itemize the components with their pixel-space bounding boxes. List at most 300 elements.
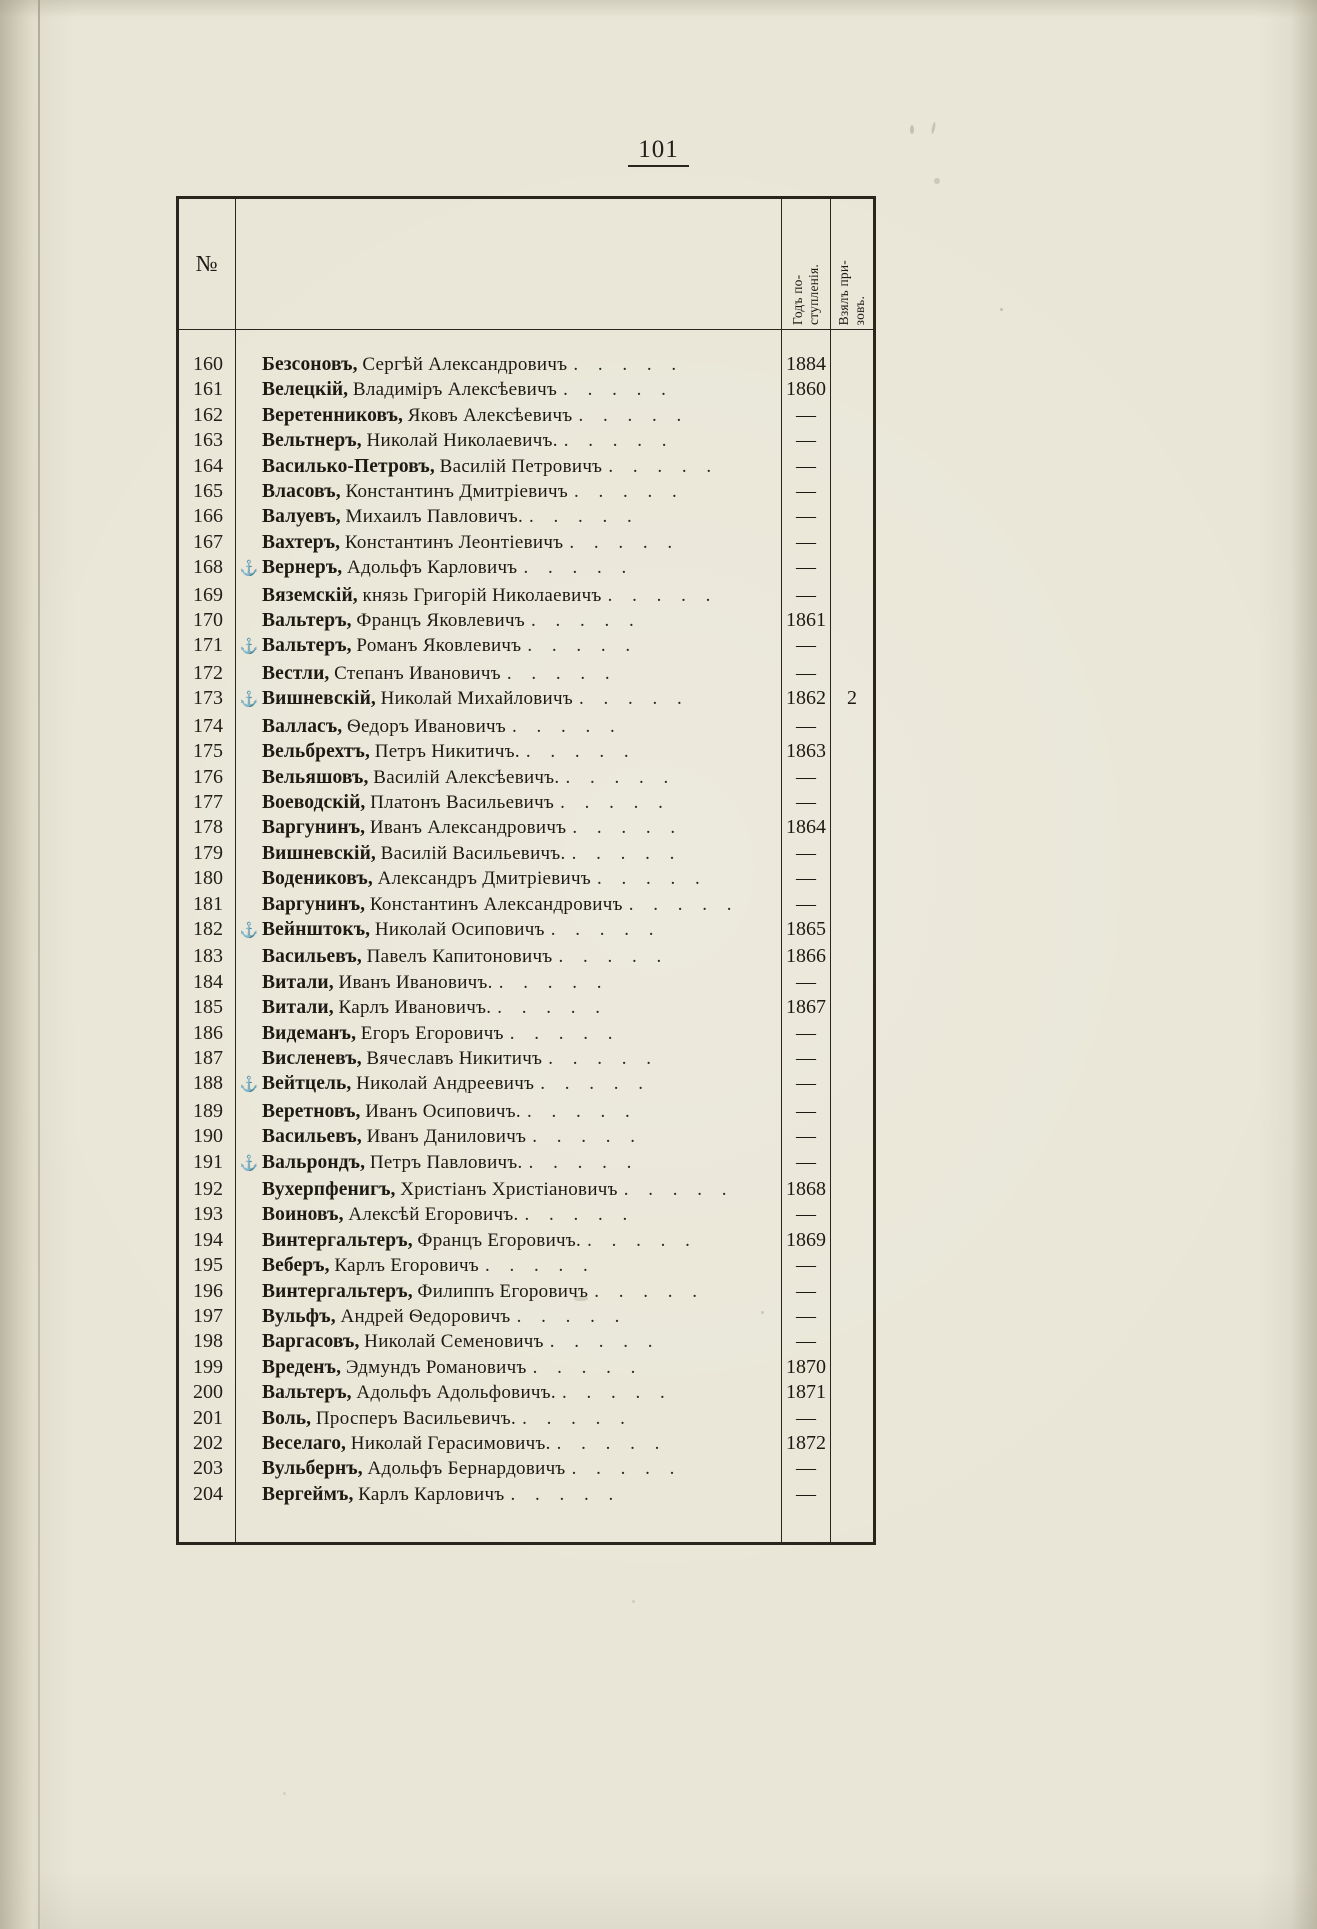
row-number: 204 <box>178 1482 236 1507</box>
callup-value <box>831 1406 875 1431</box>
entry-surname: Видеманъ, <box>262 1022 357 1044</box>
table-row <box>178 970 875 995</box>
entry-surname: Вейнштокъ, <box>262 918 371 940</box>
spacer-cell <box>236 1507 782 1543</box>
year-of-entry-value: — <box>782 1406 831 1431</box>
row-number: 171 <box>178 633 236 660</box>
page-number <box>0 136 1317 167</box>
entry-surname: Вальтеръ, <box>262 610 352 632</box>
table-row <box>178 377 875 402</box>
entry-given-name: Василій Петровичъ <box>439 455 603 477</box>
entry-given-name: Платонъ Васильевичъ <box>370 791 555 813</box>
entry-surname: Васильевъ, <box>262 946 362 968</box>
anchor-icon: ⚓ <box>239 639 259 656</box>
leader-dots: . . . . . <box>578 404 689 426</box>
year-of-entry-value: 1869 <box>782 1228 831 1253</box>
table-row <box>178 714 875 739</box>
table-row <box>178 1456 875 1481</box>
register-table-container <box>176 196 876 1545</box>
year-of-entry-value: — <box>782 403 831 428</box>
entry-surname: Вухерпфенигъ, <box>262 1179 396 1200</box>
table-row <box>178 1304 875 1329</box>
callup-value <box>831 917 875 944</box>
year-of-entry-value: — <box>782 583 831 608</box>
leader-dots: . . . . . <box>525 741 637 763</box>
entry-surname: Вестли, <box>262 662 330 684</box>
spacer-cell <box>831 1507 875 1543</box>
entry-given-name: Владиміръ Алексѣевичъ <box>352 379 558 401</box>
year-of-entry-value: — <box>782 1099 831 1124</box>
table-header-row <box>178 198 875 330</box>
table-row <box>178 1355 875 1380</box>
anchor-icon: ⚓ <box>239 1155 259 1172</box>
entry-given-name: Николай Михайловичъ <box>380 688 573 710</box>
callup-value <box>831 1253 875 1278</box>
entry-given-name: Константинъ Леонтіевичъ <box>344 531 564 553</box>
row-number: 191 <box>178 1150 236 1177</box>
year-of-entry-value: 1871 <box>782 1380 831 1405</box>
entry-given-name: Иванъ Даниловичъ <box>366 1126 527 1148</box>
entry-given-name: Константинъ Александровичъ <box>369 893 623 915</box>
entry-given-name: Карлъ Ивановичъ. <box>338 997 492 1019</box>
anchor-icon: ⚓ <box>239 922 259 939</box>
leader-dots: . . . . . <box>512 715 623 737</box>
entry-surname: Василько-Петровъ, <box>262 455 435 477</box>
leader-dots: . . . . . <box>532 1356 643 1378</box>
callup-value <box>831 714 875 739</box>
leader-dots: . . . . . <box>565 766 676 788</box>
callup-value <box>831 1456 875 1481</box>
leader-dots: . . . . . <box>560 791 671 813</box>
leader-dots: . . . . . <box>561 1382 673 1404</box>
entry-surname: Витали, <box>262 971 334 993</box>
table-row <box>178 661 875 686</box>
entry-given-name: Михаилъ Павловичъ. <box>345 506 524 528</box>
entry-name-cell <box>236 790 782 815</box>
entry-surname: Вейтцель, <box>262 1073 352 1095</box>
row-number: 188 <box>178 1071 236 1098</box>
entry-surname: Вальтеръ, <box>262 635 352 657</box>
leader-dots: . . . . . <box>607 584 718 606</box>
table-spacer-row <box>178 330 875 353</box>
entry-surname: Винтергальтеръ, <box>262 1229 413 1251</box>
row-number: 196 <box>178 1279 236 1304</box>
callup-value <box>831 1329 875 1354</box>
entry-name-cell <box>236 1482 782 1507</box>
entry-name-cell <box>236 970 782 995</box>
entry-surname: Вальрондъ, <box>262 1151 366 1173</box>
entry-name-cell <box>236 1228 782 1253</box>
entry-surname: Вахтеръ, <box>262 531 341 553</box>
year-of-entry-value: 1864 <box>782 815 831 840</box>
entry-name-cell <box>236 944 782 969</box>
column-header-callup <box>831 198 875 330</box>
entry-given-name: Константинъ Дмитріевичъ <box>345 481 568 503</box>
leader-dots: . . . . . <box>571 842 682 864</box>
row-number: 203 <box>178 1456 236 1481</box>
leader-dots: . . . . . <box>597 868 708 890</box>
table-body <box>178 330 875 1544</box>
callup-value <box>831 403 875 428</box>
row-number: 173 <box>178 686 236 713</box>
leader-dots: . . . . . <box>540 1073 651 1095</box>
year-header-rotated <box>782 207 830 329</box>
callup-value <box>831 1202 875 1227</box>
table-row <box>178 352 875 377</box>
year-of-entry-value: 1884 <box>782 352 831 377</box>
callup-value <box>831 1355 875 1380</box>
year-of-entry-value: — <box>782 714 831 739</box>
year-of-entry-value: 1865 <box>782 917 831 944</box>
entry-name-cell <box>236 1253 782 1278</box>
table-row <box>178 1046 875 1071</box>
entry-surname: Вреденъ, <box>262 1356 342 1378</box>
entry-surname: Власовъ, <box>262 481 341 503</box>
row-number: 193 <box>178 1202 236 1227</box>
entry-name-cell <box>236 352 782 377</box>
leader-dots: . . . . . <box>558 946 669 968</box>
table-row <box>178 1021 875 1046</box>
table-row <box>178 841 875 866</box>
entry-name-cell <box>236 479 782 504</box>
callup-value <box>831 1380 875 1405</box>
row-number: 166 <box>178 504 236 529</box>
year-of-entry-value: — <box>782 1124 831 1149</box>
row-number: 174 <box>178 714 236 739</box>
table-row <box>178 917 875 944</box>
entry-surname: Веселаго, <box>262 1433 347 1455</box>
entry-given-name: Василій Васильевичъ. <box>380 842 566 864</box>
entry-name-cell <box>236 633 782 660</box>
column-header-number <box>178 198 236 330</box>
table-row <box>178 530 875 555</box>
table-row <box>178 583 875 608</box>
callup-value: 2 <box>847 687 857 710</box>
leader-dots: . . . . . <box>509 1022 620 1044</box>
row-number: 197 <box>178 1304 236 1329</box>
entry-given-name: Вячеславъ Никитичъ <box>366 1047 543 1069</box>
row-number: 172 <box>178 661 236 686</box>
table-row <box>178 866 875 891</box>
callup-value <box>831 892 875 917</box>
entry-name-cell <box>236 1202 782 1227</box>
leader-dots: . . . . . <box>550 918 662 940</box>
leader-dots: . . . . . <box>623 1179 735 1200</box>
column-header-year-of-entry <box>782 198 831 330</box>
callup-value <box>831 555 875 582</box>
leader-dots: . . . . . <box>516 1306 627 1328</box>
entry-surname: Велецкій, <box>262 379 349 401</box>
entry-name-cell <box>236 1431 782 1456</box>
callup-value <box>831 1304 875 1329</box>
callup-value <box>831 1177 875 1202</box>
entry-surname: Варгасовъ, <box>262 1331 360 1353</box>
entry-surname: Водениковъ, <box>262 868 373 890</box>
callup-value <box>831 633 875 660</box>
table-row <box>178 428 875 453</box>
callup-value <box>831 377 875 402</box>
year-of-entry-value: — <box>782 1021 831 1046</box>
table-row <box>178 1482 875 1507</box>
table-row <box>178 1431 875 1456</box>
year-of-entry-value: — <box>782 530 831 555</box>
table-row <box>178 1124 875 1149</box>
entry-name-cell <box>236 1046 782 1071</box>
callup-value <box>831 815 875 840</box>
row-number: 167 <box>178 530 236 555</box>
row-number: 189 <box>178 1099 236 1124</box>
leader-dots: . . . . . <box>484 1255 596 1277</box>
entry-given-name: Иванъ Александровичъ <box>369 817 567 839</box>
entry-given-name: Николай Осиповичъ <box>374 918 545 940</box>
callup-value <box>831 1071 875 1098</box>
table-row <box>178 892 875 917</box>
year-of-entry-value: 1872 <box>782 1431 831 1456</box>
row-number: 177 <box>178 790 236 815</box>
entry-given-name: Егоръ Егоровичъ <box>360 1022 504 1044</box>
column-header-name <box>236 198 782 330</box>
entry-name-cell <box>236 454 782 479</box>
spacer-cell <box>236 330 782 353</box>
year-of-entry-value: — <box>782 1202 831 1227</box>
entry-name-cell <box>236 377 782 402</box>
entry-given-name: Адольфъ Бернардовичъ <box>367 1458 566 1480</box>
year-of-entry-value: — <box>782 479 831 504</box>
callup-value <box>831 583 875 608</box>
row-number: 165 <box>178 479 236 504</box>
callup-value <box>831 661 875 686</box>
year-of-entry-value: — <box>782 661 831 686</box>
table-row <box>178 1177 875 1202</box>
row-number: 175 <box>178 739 236 764</box>
entry-surname: Безсоновъ, <box>262 354 358 375</box>
row-number: 178 <box>178 815 236 840</box>
leader-dots: . . . . . <box>628 893 739 915</box>
row-number: 202 <box>178 1431 236 1456</box>
table-row <box>178 944 875 969</box>
table-spacer-row <box>178 1507 875 1543</box>
entry-given-name: Адольфъ Адольфовичъ. <box>356 1382 556 1404</box>
entry-surname: Воеводскій, <box>262 791 366 813</box>
leader-dots: . . . . . <box>594 1280 705 1302</box>
callup-value <box>831 1099 875 1124</box>
table-row <box>178 739 875 764</box>
table-row <box>178 1380 875 1405</box>
year-of-entry-value: 1870 <box>782 1355 831 1380</box>
row-number: 163 <box>178 428 236 453</box>
row-number: 185 <box>178 995 236 1020</box>
year-of-entry-value: — <box>782 555 831 582</box>
entry-given-name: Карлъ Егоровичъ <box>334 1255 479 1277</box>
entry-surname: Варгунинъ, <box>262 817 366 839</box>
spacer-cell <box>782 1507 831 1543</box>
entry-surname: Вельбрехтъ, <box>262 741 370 763</box>
leader-dots: . . . . . <box>522 1407 633 1429</box>
year-of-entry-value: — <box>782 1482 831 1507</box>
callup-value <box>831 765 875 790</box>
leader-dots: . . . . . <box>549 1331 661 1353</box>
entry-given-name: Иванъ Осиповичъ. <box>365 1100 521 1122</box>
row-number: 190 <box>178 1124 236 1149</box>
table-row <box>178 403 875 428</box>
entry-name-cell <box>236 1021 782 1046</box>
entry-surname: Винтергальтеръ, <box>262 1280 413 1302</box>
table-row <box>178 1406 875 1431</box>
leader-dots: . . . . . <box>573 481 685 503</box>
leader-dots: . . . . . <box>529 506 640 528</box>
entry-surname: Воль, <box>262 1407 312 1429</box>
callup-value <box>831 454 875 479</box>
entry-given-name: Петръ Никитичъ. <box>374 741 520 763</box>
leader-dots: . . . . . <box>524 1204 635 1226</box>
entry-name-cell <box>236 1355 782 1380</box>
entry-name-cell <box>236 403 782 428</box>
callup-value <box>831 995 875 1020</box>
table-row <box>178 790 875 815</box>
row-number: 198 <box>178 1329 236 1354</box>
table-row <box>178 555 875 582</box>
leader-dots: . . . . . <box>530 610 642 632</box>
row-number: 187 <box>178 1046 236 1071</box>
entry-given-name: Андрей Ѳедоровичъ <box>340 1306 511 1328</box>
table-row <box>178 1228 875 1253</box>
leader-dots: . . . . . <box>527 635 638 657</box>
entry-given-name: Романъ Яковлевичъ <box>356 635 522 657</box>
entry-name-cell <box>236 1124 782 1149</box>
entry-given-name: Яковъ Алексѣевичъ <box>407 404 573 426</box>
entry-surname: Вергеймъ, <box>262 1483 354 1505</box>
entry-surname: Веберъ, <box>262 1255 330 1277</box>
row-number: 192 <box>178 1177 236 1202</box>
table-row <box>178 815 875 840</box>
row-number: 162 <box>178 403 236 428</box>
entry-name-cell <box>236 555 782 582</box>
entry-given-name: Ѳедоръ Ивановичъ <box>347 715 507 737</box>
entry-surname: Висленевъ, <box>262 1047 362 1069</box>
table-row <box>178 608 875 633</box>
row-number: 186 <box>178 1021 236 1046</box>
entry-surname: Воиновъ, <box>262 1204 344 1226</box>
entry-given-name: князь Григорій Николаевичъ <box>362 584 602 606</box>
callup-value <box>831 841 875 866</box>
callup-value <box>831 504 875 529</box>
entry-given-name: Карлъ Карловичъ <box>358 1483 505 1505</box>
entry-given-name: Петръ Павловичъ. <box>369 1151 523 1173</box>
year-of-entry-value: — <box>782 970 831 995</box>
table-row <box>178 1279 875 1304</box>
entry-name-cell <box>236 765 782 790</box>
callup-value <box>831 1150 875 1177</box>
leader-dots: . . . . . <box>526 1100 638 1122</box>
leader-dots: . . . . . <box>608 455 719 477</box>
row-number: 169 <box>178 583 236 608</box>
callup-value <box>831 970 875 995</box>
table-row <box>178 1329 875 1354</box>
entry-name-cell <box>236 1304 782 1329</box>
callup-header-label: Взялъ при- зовъ. <box>836 259 867 325</box>
entry-given-name: Николай Николаевичъ. <box>366 430 558 452</box>
row-number: 200 <box>178 1380 236 1405</box>
table-row <box>178 765 875 790</box>
row-number: 201 <box>178 1406 236 1431</box>
leader-dots: . . . . . <box>497 997 608 1019</box>
page-number-value: 101 <box>628 137 689 167</box>
entry-surname: Вельтнеръ, <box>262 430 362 452</box>
entry-surname: Вельяшовъ, <box>262 766 369 788</box>
entry-name-cell <box>236 739 782 764</box>
spacer-cell <box>178 1507 236 1543</box>
entry-name-cell <box>236 428 782 453</box>
entry-given-name: Василій Алексѣевичъ. <box>373 766 560 788</box>
year-of-entry-value: — <box>782 1304 831 1329</box>
entry-surname: Валласъ, <box>262 715 343 737</box>
entry-surname: Веретновъ, <box>262 1100 361 1122</box>
entry-given-name: Алексѣй Егоровичъ. <box>348 1204 519 1226</box>
leader-dots: . . . . . <box>532 1126 643 1148</box>
entry-name-cell <box>236 1456 782 1481</box>
year-of-entry-value: — <box>782 454 831 479</box>
year-of-entry-value: 1861 <box>782 608 831 633</box>
entry-given-name: Христіанъ Христіановичъ <box>400 1179 618 1200</box>
callup-value <box>831 1431 875 1456</box>
entry-name-cell <box>236 1150 782 1177</box>
entry-name-cell <box>236 1177 782 1202</box>
row-number: 168 <box>178 555 236 582</box>
table-row <box>178 454 875 479</box>
entry-given-name: Николай Андреевичъ <box>356 1073 535 1095</box>
entry-surname: Витали, <box>262 997 334 1019</box>
row-number: 181 <box>178 892 236 917</box>
callup-value <box>831 530 875 555</box>
table-row <box>178 633 875 660</box>
year-of-entry-value: — <box>782 633 831 660</box>
year-of-entry-value: — <box>782 790 831 815</box>
entry-surname: Вяземскій, <box>262 584 358 606</box>
callup-value <box>831 1279 875 1304</box>
leader-dots: . . . . . <box>563 379 674 401</box>
entry-name-cell <box>236 917 782 944</box>
year-of-entry-value: — <box>782 1279 831 1304</box>
entry-surname: Валуевъ, <box>262 506 341 528</box>
row-number: 164 <box>178 454 236 479</box>
table-row <box>178 1202 875 1227</box>
entry-name-cell <box>236 841 782 866</box>
year-of-entry-value: — <box>782 866 831 891</box>
year-of-entry-value: — <box>782 1329 831 1354</box>
entry-surname: Вульбернъ, <box>262 1458 363 1480</box>
table-row <box>178 1099 875 1124</box>
entry-surname: Вальтеръ, <box>262 1382 352 1404</box>
leader-dots: . . . . . <box>573 354 684 375</box>
anchor-icon: ⚓ <box>239 561 259 578</box>
table-row <box>178 1071 875 1098</box>
year-of-entry-value: — <box>782 1456 831 1481</box>
table-header <box>178 198 875 330</box>
entry-name-cell <box>236 995 782 1020</box>
entry-name-cell <box>236 714 782 739</box>
row-number: 195 <box>178 1253 236 1278</box>
entry-name-cell <box>236 892 782 917</box>
year-of-entry-value: — <box>782 1071 831 1098</box>
entry-surname: Веретенниковъ, <box>262 404 404 426</box>
table-row <box>178 686 875 713</box>
entry-name-cell <box>236 530 782 555</box>
register-table <box>176 196 876 1545</box>
year-of-entry-value: 1867 <box>782 995 831 1020</box>
entry-given-name: Александръ Дмитріевичъ <box>377 868 591 890</box>
entry-name-cell <box>236 1406 782 1431</box>
leader-dots: . . . . . <box>563 430 674 452</box>
